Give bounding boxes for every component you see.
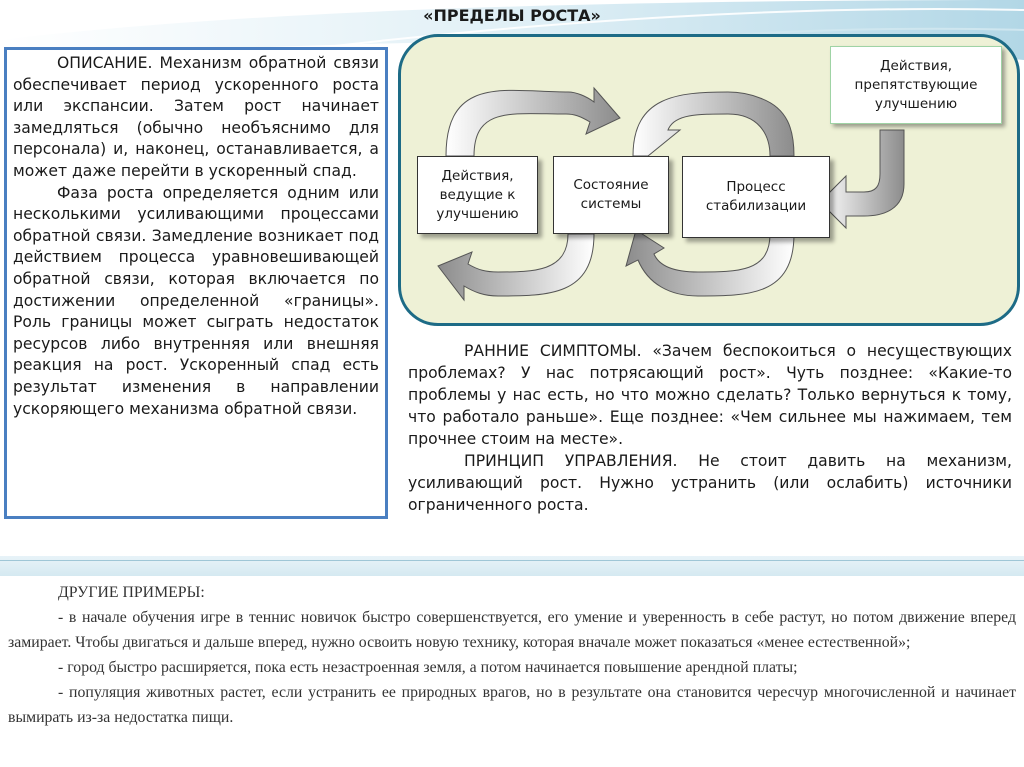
management-principle-paragraph: ПРИНЦИП УПРАВЛЕНИЯ. Не стоит давить на механизм, усиливающий рост. Нужно устранить (или ослабить) источники ограниченного роста. [408, 452, 1012, 514]
example-item-city: - город быстро расширяется, пока есть незастроенная земля, а потом начинается повышение арендной платы; [58, 659, 798, 676]
loop-arrow-right-top [633, 92, 794, 156]
slide-title: «ПРЕДЕЛЫ РОСТА» [423, 6, 601, 25]
box-actions-impeding: Действия, препятствующие улучшению [830, 46, 1002, 124]
loop-arrow-left-top [446, 88, 620, 156]
description-box [4, 47, 388, 519]
box-stabilization-process: Процесс стабилизации [682, 156, 830, 238]
loop-arrow-left-bottom [438, 234, 594, 300]
examples-heading: ДРУГИЕ ПРИМЕРЫ: [58, 584, 205, 601]
section-separator [0, 556, 1024, 576]
loop-arrow-right-bottom [626, 230, 794, 296]
description-paragraph-2: Фаза роста определяется одним или несколькими усиливающими процессами обратной связи. Замедление возникает под действием процесса уравновешивающей обратной связи, которая включается по достижении определенной «границы». Роль границы может сыграть недостаток ресурсов либо внутренняя или внешняя реакция на рост. Ускоренный спад есть результат изменения в направлении ускоряющего механизма обратной связи. [13, 183, 379, 418]
box-actions-improvement: Действия, ведущие к улучшению [417, 156, 538, 234]
symptoms-section [408, 340, 1012, 516]
box-system-state: Состояние системы [553, 156, 669, 234]
example-item-population: - популяция животных растет, если устранить ее природных врагов, но в результате она становится чересчур многочисленной и начинает вымирать из-за недостатка пищи. [8, 684, 1016, 726]
separator-line [0, 560, 1024, 561]
example-item-tennis: - в начале обучения игре в теннис новичок быстро совершенствуется, его умение и уверенность в себе растут, но потом движение вперед замирает. Чтобы двигаться и дальше вперед, нужно освоить новую технику, которая вначале может показаться «менее естественной»; [8, 609, 1016, 651]
impede-arrow [820, 130, 904, 228]
other-examples-section [8, 580, 1016, 730]
early-symptoms-paragraph: РАННИЕ СИМПТОМЫ. «Зачем беспокоиться о несуществующих проблемах? У нас потрясающий рост». Чуть позднее: «Какие-то проблемы у нас есть, но что можно сделать? Только вернуться к тому, что работало раньше». Еще позднее: «Чем сильнее мы нажимаем, тем прочнее стоим на месте». [408, 342, 1012, 448]
description-paragraph-1: ОПИСАНИЕ. Механизм обратной связи обеспечивает период ускоренного роста или экспансии. Затем рост начинает замедляться (обычно необъяснимо для персонала) и, наконец, останавливается, а может даже перейти в ускоренный спад. [13, 54, 379, 180]
